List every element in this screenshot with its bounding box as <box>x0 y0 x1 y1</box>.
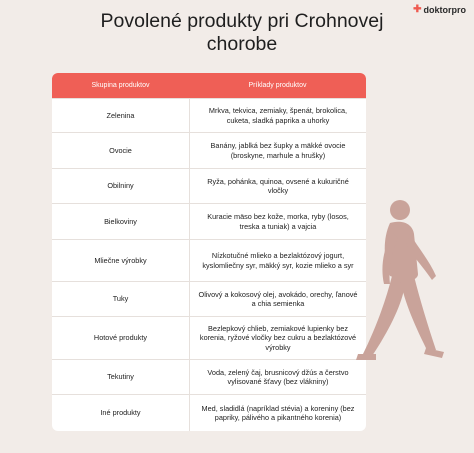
row-group: Zelenina <box>106 110 135 120</box>
page-title: Povolené produkty pri Crohnovej chorobe <box>100 10 384 55</box>
person-head <box>390 200 410 220</box>
table-row <box>52 98 366 132</box>
row-examples: Olivový a kokosový olej, avokádo, orechy, ľanové a chia semienka <box>189 282 366 316</box>
table-row <box>52 281 366 316</box>
person-left-shoe <box>356 354 376 360</box>
row-examples: Kuracie mäso bez kože, morka, ryby (losos, treska a tuniak) a vajcia <box>189 204 366 239</box>
row-group: Hotové produkty <box>93 333 148 343</box>
table-row <box>52 394 366 431</box>
row-group: Iné produkty <box>100 408 141 418</box>
row-group: Ovocie <box>109 145 132 155</box>
logo-text: doktorpro <box>423 4 466 15</box>
person-right-leg <box>400 276 436 352</box>
column-header-group: Skupina produktov <box>91 82 150 89</box>
table-row <box>52 132 366 168</box>
row-group: Mliečne výrobky <box>94 255 147 265</box>
row-examples: Nízkotučné mlieko a bezlaktózový jogurt, kyslomliečny syr, mäkký syr, kozie mlieko a syr <box>189 240 366 281</box>
row-examples: Med, sladidlá (napríklad stévia) a koreniny (bez papriky, pálivého a pikantného korenia) <box>189 395 366 431</box>
row-group: Bielkoviny <box>104 216 137 226</box>
row-group: Tekutiny <box>107 372 134 382</box>
brand-logo <box>413 4 466 15</box>
products-table <box>52 73 366 431</box>
table-header <box>52 73 366 98</box>
row-examples: Banány, jablká bez šupky a mäkké ovocie (broskyne, marhule a hrušky) <box>189 133 366 168</box>
row-group: Obilniny <box>107 181 134 191</box>
logo-mark-icon: ✚ <box>413 4 422 15</box>
walking-person-illustration <box>348 196 448 366</box>
table-row <box>52 239 366 281</box>
person-left-leg <box>362 276 406 356</box>
table-row <box>52 168 366 203</box>
row-examples: Mrkva, tekvica, zemiaky, špenát, brokolica, cuketa, sladká paprika a uhorky <box>189 99 366 132</box>
table-row <box>52 359 366 394</box>
row-examples: Voda, zelený čaj, brusnicový džús a čerstvo vylisované šťavy (bez vlákniny) <box>189 360 366 394</box>
row-group: Tuky <box>112 294 129 304</box>
row-examples: Ryža, pohánka, quinoa, ovsené a kukuričné vločky <box>189 169 366 203</box>
table-row <box>52 203 366 239</box>
table-row <box>52 316 366 359</box>
column-header-examples: Príklady produktov <box>248 82 307 89</box>
row-examples: Bezlepkový chlieb, zemiakové lupienky bez korenia, ryžové vločky bez cukru a bezlaktózové výrobky <box>189 317 366 359</box>
